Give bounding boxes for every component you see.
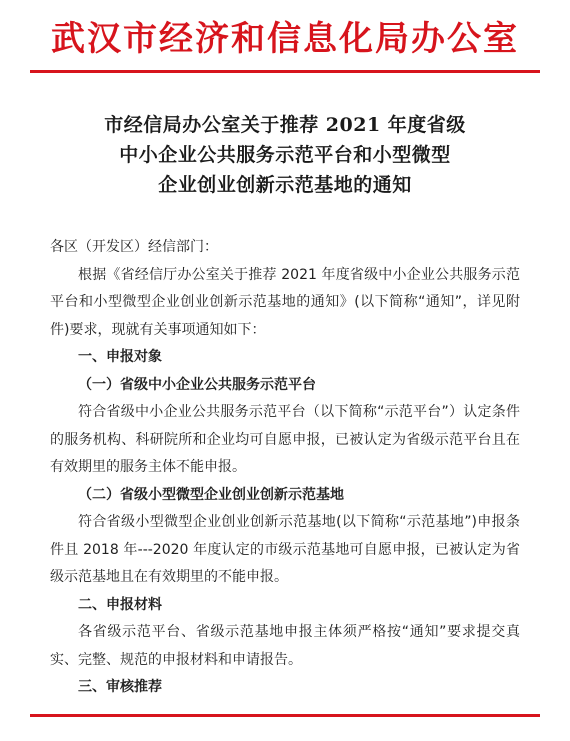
intro-paragraph: 根据《省经信厅办公室关于推荐 2021 年度省级中小企业公共服务示范平台和小型微型企业创业创新示范基地的通知》(以下简称“通知”，详见附件)要求，现就有关事项通知如下： bbox=[50, 266, 520, 338]
masthead-title: 武汉市经济和信息化局办公室 bbox=[51, 19, 519, 59]
red-divider-bottom bbox=[30, 714, 540, 717]
section-2-heading: 二、申报材料 bbox=[78, 596, 162, 613]
title-line-2: 中小企业公共服务示范平台和小型微型 bbox=[119, 144, 451, 166]
title-line-3: 企业创业创新示范基地的通知 bbox=[158, 174, 412, 196]
subsection-2-paragraph: 符合省级小型微型企业创业创新示范基地(以下简称“示范基地”)申报条件且 2018 年---2020 年度认定的市级示范基地可自愿申报，已被认定为省级示范基地且在有效期里的不能申报。 bbox=[50, 514, 520, 585]
subsection-1-heading: （一）省级中小企业公共服务示范平台 bbox=[78, 376, 316, 393]
title-line-1: 市经信局办公室关于推荐 2021 年度省级 bbox=[104, 114, 466, 136]
salutation: 各区（开发区）经信部门： bbox=[50, 239, 218, 255]
document-body bbox=[50, 234, 520, 702]
section-1-heading: 一、申报对象 bbox=[78, 349, 162, 365]
red-divider-top bbox=[30, 70, 540, 73]
section-2-paragraph: 各省级示范平台、省级示范基地申报主体须严格按“通知”要求提交真实、完整、规范的申报材料和申请报告。 bbox=[50, 624, 520, 668]
subsection-2-heading: （二）省级小型微型企业创业创新示范基地 bbox=[78, 486, 344, 503]
subsection-1-paragraph: 符合省级中小企业公共服务示范平台（以下简称“示范平台”）认定条件的服务机构、科研院所和企业均可自愿申报，已被认定为省级示范平台且在有效期里的服务主体不能申报。 bbox=[50, 404, 520, 475]
document-title bbox=[0, 110, 570, 200]
section-3-heading: 三、审核推荐 bbox=[78, 679, 162, 695]
